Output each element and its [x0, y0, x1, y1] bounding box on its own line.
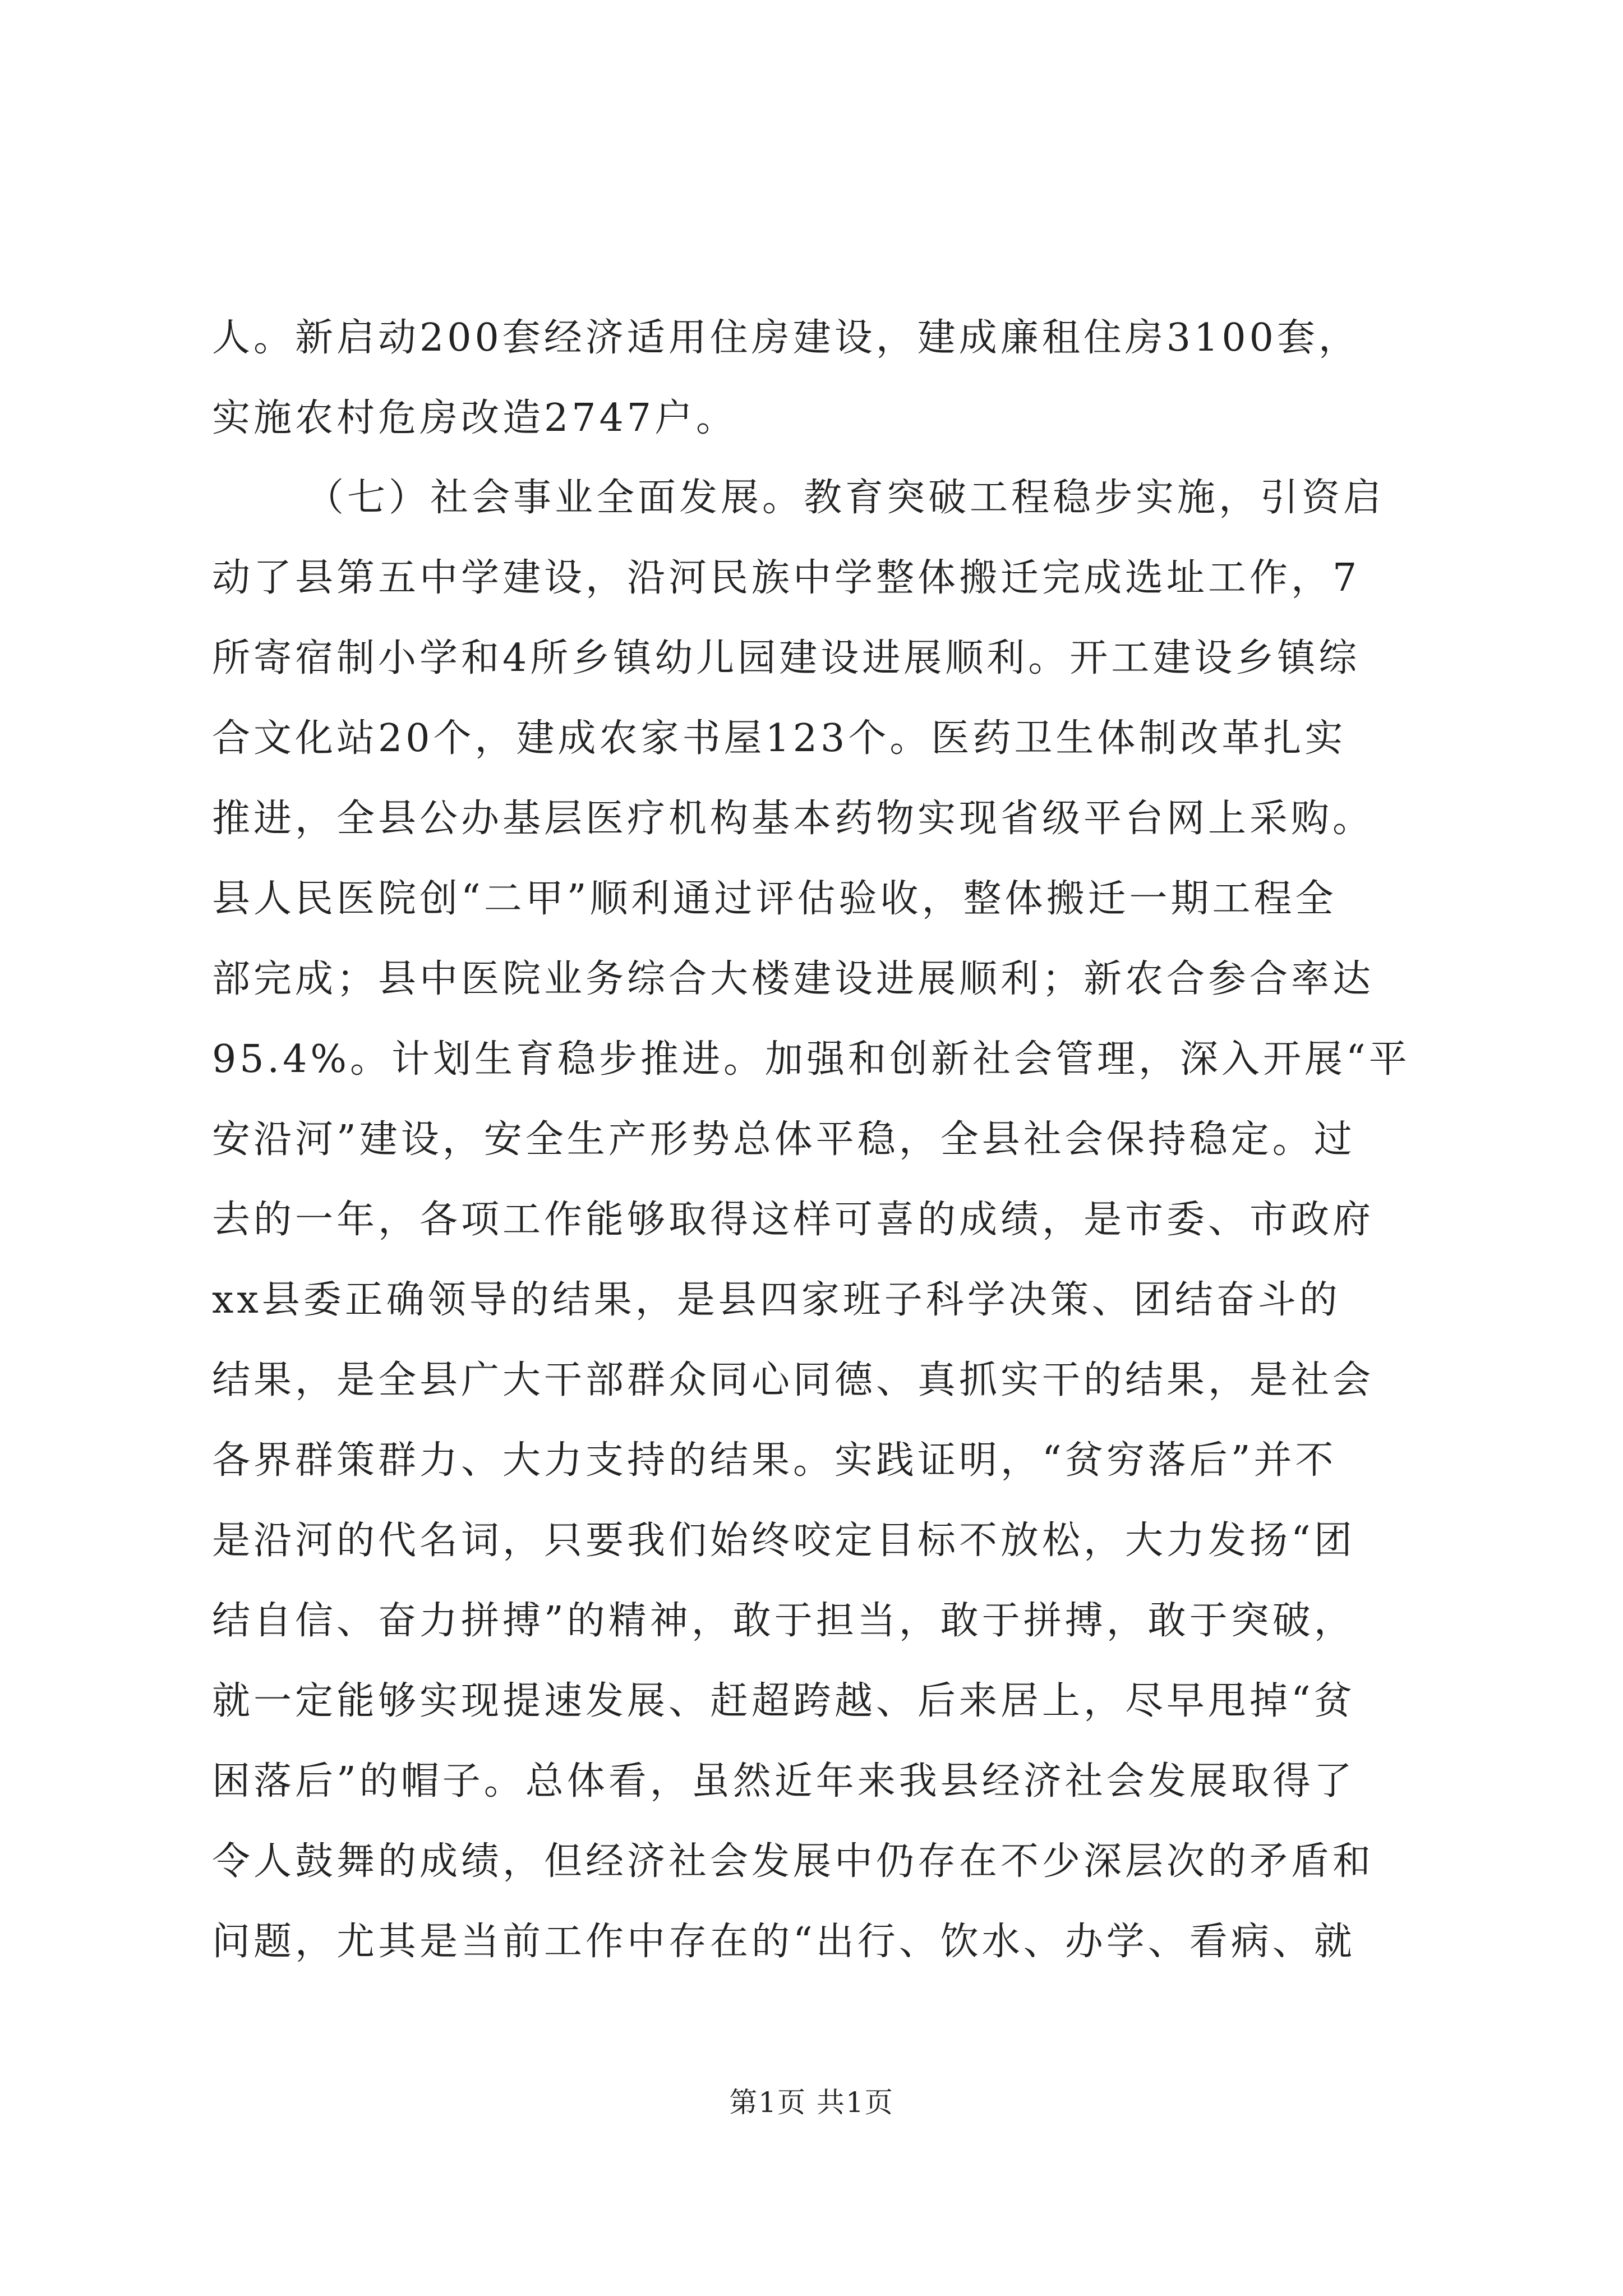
body-line: xx县委正确领导的结果，是县四家班子科学决策、团结奋斗的	[212, 1278, 1341, 1322]
body-line: 问题，尤其是当前工作中存在的“出行、饮水、办学、看病、就	[212, 1920, 1355, 1964]
body-line: 合文化站20个，建成农家书屋123个。医药卫生体制改革扎实	[212, 716, 1347, 761]
body-line: 各界群策群力、大力支持的结果。实践证明，“贫穷落后”并不	[212, 1438, 1337, 1483]
body-line: 就一定能够实现提速发展、赶超跨越、后来居上，尽早甩掉“贫	[212, 1679, 1355, 1723]
body-line: 部完成；县中医院业务综合大楼建设进展顺利；新农合参合率达	[212, 957, 1375, 1001]
body-line: 是沿河的代名词，只要我们始终咬定目标不放松，大力发扬“团	[212, 1519, 1355, 1563]
body-line: 所寄宿制小学和4所乡镇幼儿园建设进展顺利。开工建设乡镇综	[212, 636, 1361, 680]
body-line: 令人鼓舞的成绩，但经济社会发展中仍存在不少深层次的矛盾和	[212, 1839, 1375, 1884]
body-line: 困落后”的帽子。总体看，虽然近年来我县经济社会发展取得了	[212, 1759, 1355, 1803]
paragraph-start-line: （七）社会事业全面发展。教育突破工程稳步实施，引资启	[306, 476, 1385, 520]
body-line: 实施农村危房改造2747户。	[212, 396, 738, 440]
body-line: 动了县第五中学建设，沿河民族中学整体搬迁完成选址工作，7	[212, 556, 1361, 600]
body-line: 安沿河”建设，安全生产形势总体平稳，全县社会保持稳定。过	[212, 1117, 1355, 1162]
body-line: 结自信、奋力拼搏”的精神，敢于担当，敢于拼搏，敢于突破，	[212, 1599, 1355, 1643]
body-line: 推进，全县公办基层医疗机构基本药物实现省级平台网上采购。	[212, 797, 1375, 841]
body-line: 县人民医院创“二甲”顺利通过评估验收，整体搬迁一期工程全	[212, 877, 1337, 921]
body-line: 结果，是全县广大干部群众同心同德、真抓实干的结果，是社会	[212, 1358, 1375, 1402]
page-number-footer: 第1页 共1页	[729, 2086, 894, 2119]
body-line: 去的一年，各项工作能够取得这样可喜的成绩，是市委、市政府	[212, 1198, 1375, 1242]
body-line: 人。新启动200套经济适用住房建设，建成廉租住房3100套，	[212, 316, 1360, 360]
body-line: 95.4%。计划生育稳步推进。加强和创新社会管理，深入开展“平	[212, 1037, 1410, 1082]
